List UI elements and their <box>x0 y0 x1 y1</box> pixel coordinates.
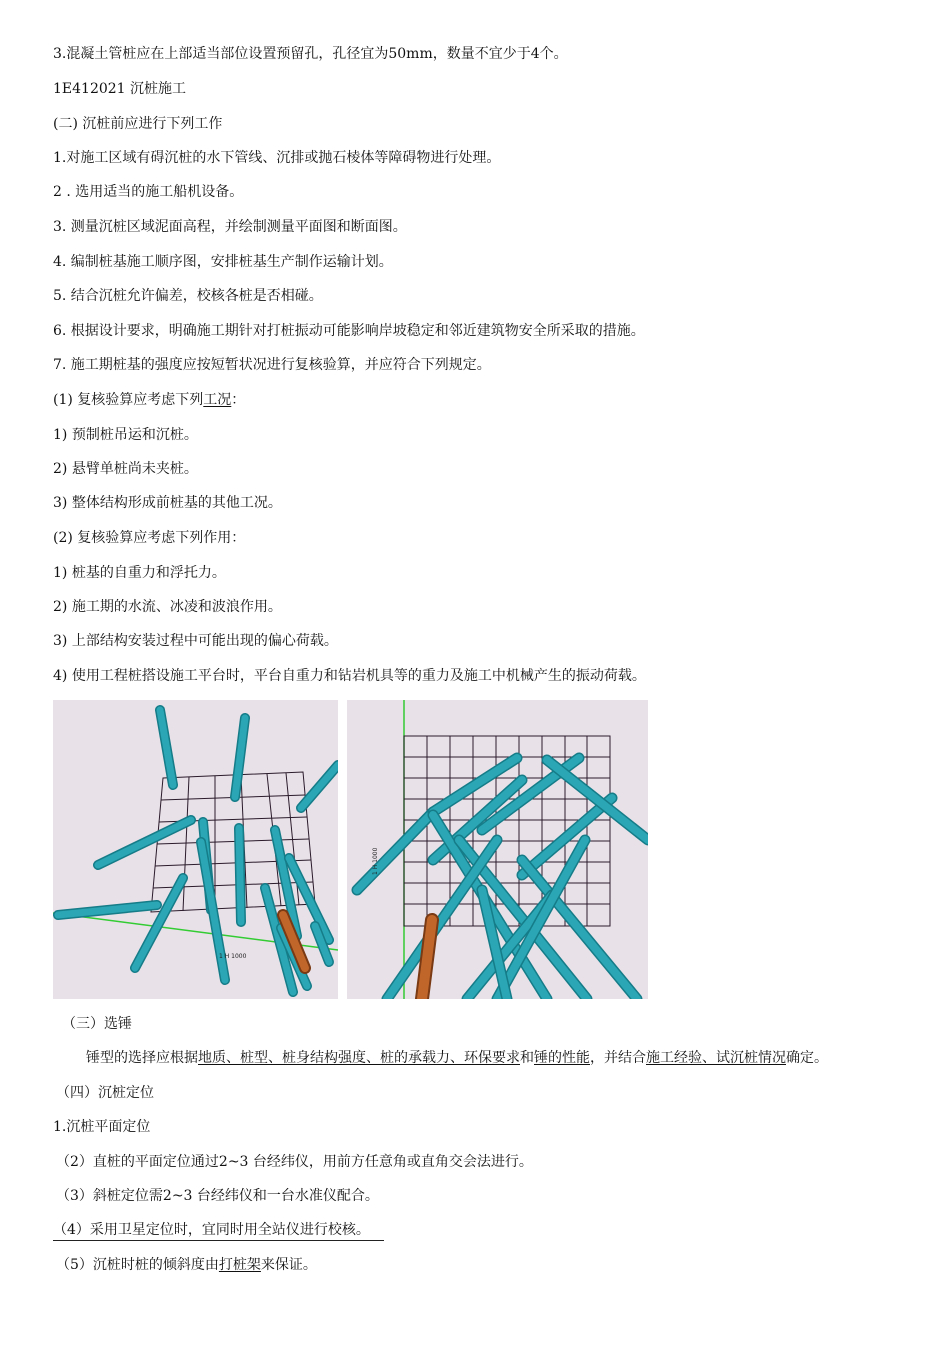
section-heading: （三）选锤 <box>62 1016 132 1032</box>
text-line: 6. 根据设计要求，明确施工期针对打桩振动可能影响岸坡稳定和邻近建筑物安全所采取的措施。 <box>53 323 645 339</box>
text-line: (2) 复核验算应考虑下列作用： <box>53 530 246 546</box>
text-line: 1) 桩基的自重力和浮托力。 <box>53 565 226 581</box>
text-segment: 来保证。 <box>260 1257 317 1273</box>
piles <box>58 710 338 992</box>
text-line: 3. 测量沉桩区域泥面高程，并绘制测量平面图和断面图。 <box>53 219 407 235</box>
scale-label: 1 H 1000 <box>219 953 247 960</box>
piles <box>357 758 648 999</box>
text-line: 1.对施工区域有碍沉桩的水下管线、沉排或抛石棱体等障碍物进行处理。 <box>53 150 501 166</box>
underlined-term: 锤的性能 <box>534 1050 590 1066</box>
text-line: 2) 悬臂单桩尚未夹桩。 <box>53 461 198 477</box>
text-line <box>53 391 245 409</box>
text-segment: 确定。 <box>786 1050 828 1066</box>
section-heading: （四）沉桩定位 <box>56 1085 154 1101</box>
section-heading: (二) 沉桩前应进行下列工作 <box>53 116 223 132</box>
text-line: 2 . 选用适当的施工船机设备。 <box>53 184 244 200</box>
pile-group-figure-right <box>347 700 648 999</box>
text-line <box>56 1256 317 1274</box>
text-segment: ： <box>231 392 246 408</box>
text-line: 3.混凝土管桩应在上部适当部位设置预留孔，孔径宜为50mm，数量不宜少于4个。 <box>53 46 568 62</box>
text-line: 4) 使用工程桩搭设施工平台时，平台自重力和钻岩机具等的重力及施工中机械产生的振动荷载。 <box>53 668 646 684</box>
text-segment: ，并结合 <box>590 1050 646 1066</box>
pile-group-figure-left <box>53 700 338 999</box>
text-line: 5. 结合沉桩允许偏差，校核各桩是否相碰。 <box>53 288 323 304</box>
text-line: 4. 编制桩基施工顺序图，安排桩基生产制作运输计划。 <box>53 254 393 270</box>
text-line: 1.沉桩平面定位 <box>53 1119 151 1135</box>
text-segment: 锤型的选择应根据 <box>86 1050 198 1066</box>
text-line: 2) 施工期的水流、冰凌和波浪作用。 <box>53 599 282 615</box>
scale-label: 1 H 1000 <box>372 847 379 875</box>
section-code: 1E412021 沉桩施工 <box>53 81 187 97</box>
text-line <box>86 1049 828 1067</box>
underlined-line: （4）采用卫星定位时，宜同时用全站仪进行校核。 <box>53 1221 384 1241</box>
text-line: 7. 施工期桩基的强度应按短暂状况进行复核验算，并应符合下列规定。 <box>53 357 491 373</box>
text-line: （2）直桩的平面定位通过2~3 台经纬仪，用前方任意角或直角交会法进行。 <box>56 1154 533 1170</box>
underlined-term: 打桩架 <box>218 1257 261 1273</box>
text-segment: (1) 复核验算应考虑下列 <box>53 392 204 408</box>
text-segment: （5）沉桩时桩的倾斜度由 <box>56 1257 219 1273</box>
underlined-term: 地质、桩型、桩身结构强度、桩的承载力、环保要求 <box>198 1050 520 1066</box>
underlined-term: 工况 <box>203 392 232 408</box>
text-segment: 和 <box>520 1050 534 1066</box>
text-line: 3) 上部结构安装过程中可能出现的偏心荷载。 <box>53 633 338 649</box>
underlined-term: 施工经验、试沉桩情况 <box>646 1050 786 1066</box>
text-line <box>53 1221 384 1241</box>
text-line: 3) 整体结构形成前桩基的其他工况。 <box>53 495 282 511</box>
text-line: （3）斜桩定位需2~3 台经纬仪和一台水准仪配合。 <box>56 1188 379 1204</box>
text-line: 1) 预制桩吊运和沉桩。 <box>53 427 198 443</box>
